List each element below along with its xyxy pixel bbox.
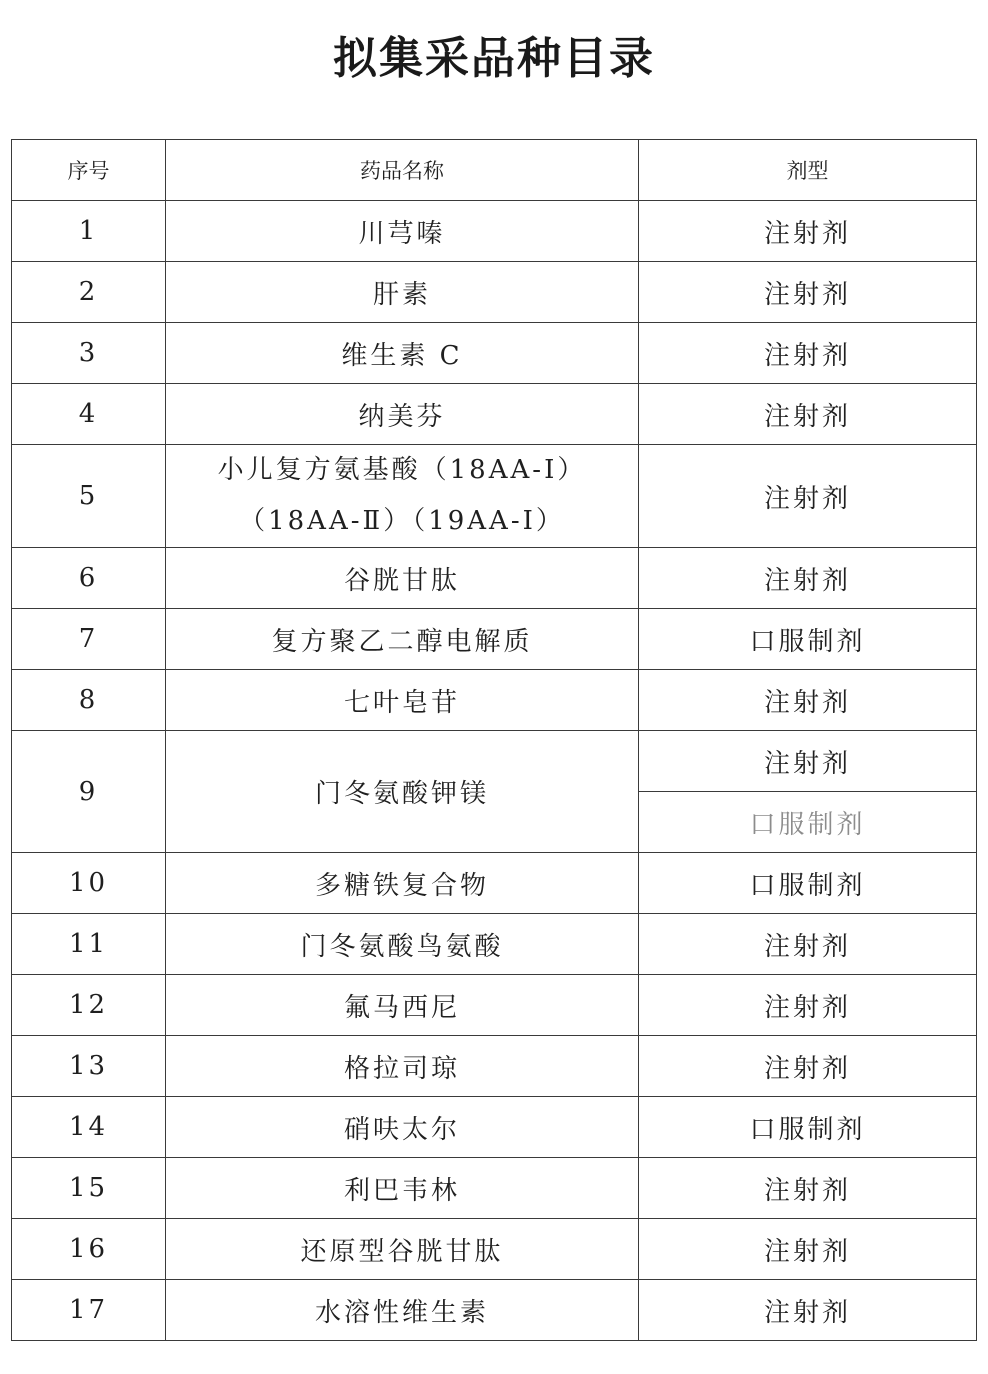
row-index: 13 xyxy=(12,1036,166,1097)
dosage-form: 注射剂 xyxy=(639,731,977,792)
drug-name: 利巴韦林 xyxy=(166,1158,639,1219)
table-row xyxy=(12,731,977,792)
dosage-form: 注射剂 xyxy=(639,323,977,384)
row-index: 5 xyxy=(12,445,166,548)
dosage-form: 注射剂 xyxy=(639,384,977,445)
header-dosage-form: 剂型 xyxy=(639,140,977,201)
table-row xyxy=(12,670,977,731)
dosage-form: 注射剂 xyxy=(639,914,977,975)
row-index: 7 xyxy=(12,609,166,670)
row-index: 12 xyxy=(12,975,166,1036)
dosage-form: 口服制剂 xyxy=(639,853,977,914)
row-index: 1 xyxy=(12,201,166,262)
dosage-form: 注射剂 xyxy=(639,1280,977,1341)
table-row xyxy=(12,914,977,975)
row-index: 14 xyxy=(12,1097,166,1158)
drug-name: 氟马西尼 xyxy=(166,975,639,1036)
drug-name: 水溶性维生素 xyxy=(166,1280,639,1341)
dosage-form: 注射剂 xyxy=(639,1219,977,1280)
drug-name: 谷胱甘肽 xyxy=(166,548,639,609)
table-row xyxy=(12,445,977,548)
table-row xyxy=(12,853,977,914)
dosage-form: 注射剂 xyxy=(639,975,977,1036)
table-header-row xyxy=(12,140,977,201)
table-row xyxy=(12,323,977,384)
row-index: 16 xyxy=(12,1219,166,1280)
row-index: 6 xyxy=(12,548,166,609)
table-row xyxy=(12,201,977,262)
drug-catalog-table xyxy=(11,139,977,1341)
dosage-form: 口服制剂 xyxy=(639,609,977,670)
header-drug-name: 药品名称 xyxy=(166,140,639,201)
row-index: 15 xyxy=(12,1158,166,1219)
drug-name: 小儿复方氨基酸（18AA-Ⅰ）（18AA-Ⅱ）（19AA-Ⅰ） xyxy=(166,445,639,548)
table-row xyxy=(12,975,977,1036)
table-row xyxy=(12,1097,977,1158)
drug-name: 门冬氨酸钾镁 xyxy=(166,731,639,853)
drug-name: 硝呋太尔 xyxy=(166,1097,639,1158)
drug-name: 肝素 xyxy=(166,262,639,323)
row-index: 2 xyxy=(12,262,166,323)
drug-name: 复方聚乙二醇电解质 xyxy=(166,609,639,670)
row-index: 11 xyxy=(12,914,166,975)
row-index: 4 xyxy=(12,384,166,445)
drug-name: 维生素 C xyxy=(166,323,639,384)
drug-name: 多糖铁复合物 xyxy=(166,853,639,914)
row-index: 17 xyxy=(12,1280,166,1341)
drug-name: 川芎嗪 xyxy=(166,201,639,262)
dosage-form: 口服制剂 xyxy=(639,1097,977,1158)
table-row xyxy=(12,548,977,609)
dosage-form: 注射剂 xyxy=(639,1158,977,1219)
page-title: 拟集采品种目录 xyxy=(333,33,655,84)
dosage-form: 注射剂 xyxy=(639,670,977,731)
drug-name: 格拉司琼 xyxy=(166,1036,639,1097)
dosage-form: 注射剂 xyxy=(639,1036,977,1097)
table-row xyxy=(12,1219,977,1280)
dosage-form: 注射剂 xyxy=(639,201,977,262)
header-index: 序号 xyxy=(12,140,166,201)
drug-name: 还原型谷胱甘肽 xyxy=(166,1219,639,1280)
table-row xyxy=(12,384,977,445)
table-row xyxy=(12,1280,977,1341)
drug-name: 纳美芬 xyxy=(166,384,639,445)
row-index: 8 xyxy=(12,670,166,731)
dosage-form: 注射剂 xyxy=(639,548,977,609)
row-index: 9 xyxy=(12,731,166,853)
row-index: 10 xyxy=(12,853,166,914)
drug-name: 七叶皂苷 xyxy=(166,670,639,731)
dosage-form: 注射剂 xyxy=(639,445,977,548)
dosage-form: 注射剂 xyxy=(639,262,977,323)
drug-name: 门冬氨酸鸟氨酸 xyxy=(166,914,639,975)
dosage-form: 口服制剂 xyxy=(639,792,977,853)
table-row xyxy=(12,609,977,670)
table-row xyxy=(12,1036,977,1097)
row-index: 3 xyxy=(12,323,166,384)
table-row xyxy=(12,262,977,323)
table-row xyxy=(12,1158,977,1219)
